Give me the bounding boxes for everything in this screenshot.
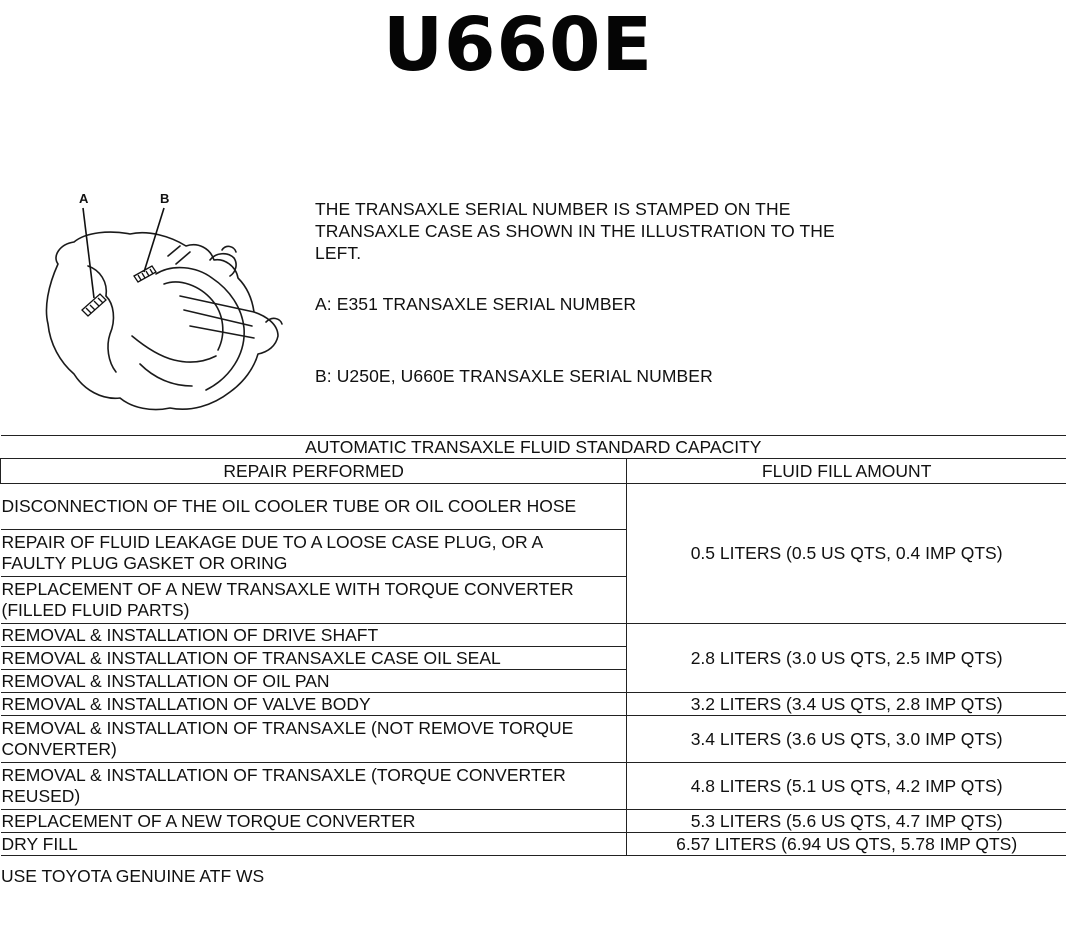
label-b: B: [160, 191, 170, 206]
fluid-amount-cell: 5.3 LITERS (5.6 US QTS, 4.7 IMP QTS): [627, 810, 1066, 833]
repair-cell: DRY FILL: [1, 833, 627, 856]
page-title: U660E: [382, 2, 654, 88]
table-title-row: [1, 436, 1066, 459]
table-row: [1, 810, 1066, 833]
repair-cell: REPLACEMENT OF A NEW TORQUE CONVERTER: [1, 810, 627, 833]
fluid-amount-cell: 2.8 LITERS (3.0 US QTS, 2.5 IMP QTS): [627, 624, 1066, 693]
table-row: [1, 716, 1066, 763]
table-title: AUTOMATIC TRANSAXLE FLUID STANDARD CAPACITY: [1, 436, 1066, 459]
atf-note: USE TOYOTA GENUINE ATF WS: [1, 866, 265, 886]
table-row: [1, 763, 1066, 810]
repair-cell: REPLACEMENT OF A NEW TRANSAXLE WITH TORQUE CONVERTER (FILLED FLUID PARTS): [1, 577, 627, 624]
fluid-amount-cell: 4.8 LITERS (5.1 US QTS, 4.2 IMP QTS): [627, 763, 1066, 810]
serial-note-b: B: U250E, U660E TRANSAXLE SERIAL NUMBER: [315, 366, 713, 386]
repair-cell: REMOVAL & INSTALLATION OF TRANSAXLE (TORQUE CONVERTER REUSED): [1, 763, 627, 810]
table-row: [1, 833, 1066, 856]
repair-cell: REMOVAL & INSTALLATION OF TRANSAXLE CASE OIL SEAL: [1, 647, 627, 670]
repair-cell: DISCONNECTION OF THE OIL COOLER TUBE OR OIL COOLER HOSE: [1, 484, 627, 530]
fluid-amount-cell: 3.2 LITERS (3.4 US QTS, 2.8 IMP QTS): [627, 693, 1066, 716]
repair-cell: REMOVAL & INSTALLATION OF VALVE BODY: [1, 693, 627, 716]
table-row: [1, 693, 1066, 716]
transaxle-case-outline: [46, 232, 282, 409]
table-row: [1, 484, 1066, 530]
transaxle-illustration: [40, 186, 290, 418]
repair-cell: REPAIR OF FLUID LEAKAGE DUE TO A LOOSE CASE PLUG, OR A FAULTY PLUG GASKET OR ORING: [1, 530, 627, 577]
fluid-amount-cell: 0.5 LITERS (0.5 US QTS, 0.4 IMP QTS): [627, 484, 1066, 624]
table-row: [1, 624, 1066, 647]
fluid-amount-cell: 3.4 LITERS (3.6 US QTS, 3.0 IMP QTS): [627, 716, 1066, 763]
callout-leader-lines: [83, 208, 164, 298]
column-header-amount: FLUID FILL AMOUNT: [627, 459, 1066, 484]
fluid-capacity-table: [0, 435, 1066, 856]
fluid-amount-cell: 6.57 LITERS (6.94 US QTS, 5.78 IMP QTS): [627, 833, 1066, 856]
label-a: A: [79, 191, 89, 206]
serial-location-text: THE TRANSAXLE SERIAL NUMBER IS STAMPED ON THE TRANSAXLE CASE AS SHOWN IN THE ILLUSTRATION TO THE LEFT.: [315, 199, 835, 263]
repair-cell: REMOVAL & INSTALLATION OF DRIVE SHAFT: [1, 624, 627, 647]
table-header-row: [1, 459, 1066, 484]
column-header-repair: REPAIR PERFORMED: [1, 459, 627, 484]
repair-cell: REMOVAL & INSTALLATION OF TRANSAXLE (NOT REMOVE TORQUE CONVERTER): [1, 716, 627, 763]
serial-note-a: A: E351 TRANSAXLE SERIAL NUMBER: [315, 294, 637, 314]
serial-number-description: [315, 198, 915, 387]
repair-cell: REMOVAL & INSTALLATION OF OIL PAN: [1, 670, 627, 693]
